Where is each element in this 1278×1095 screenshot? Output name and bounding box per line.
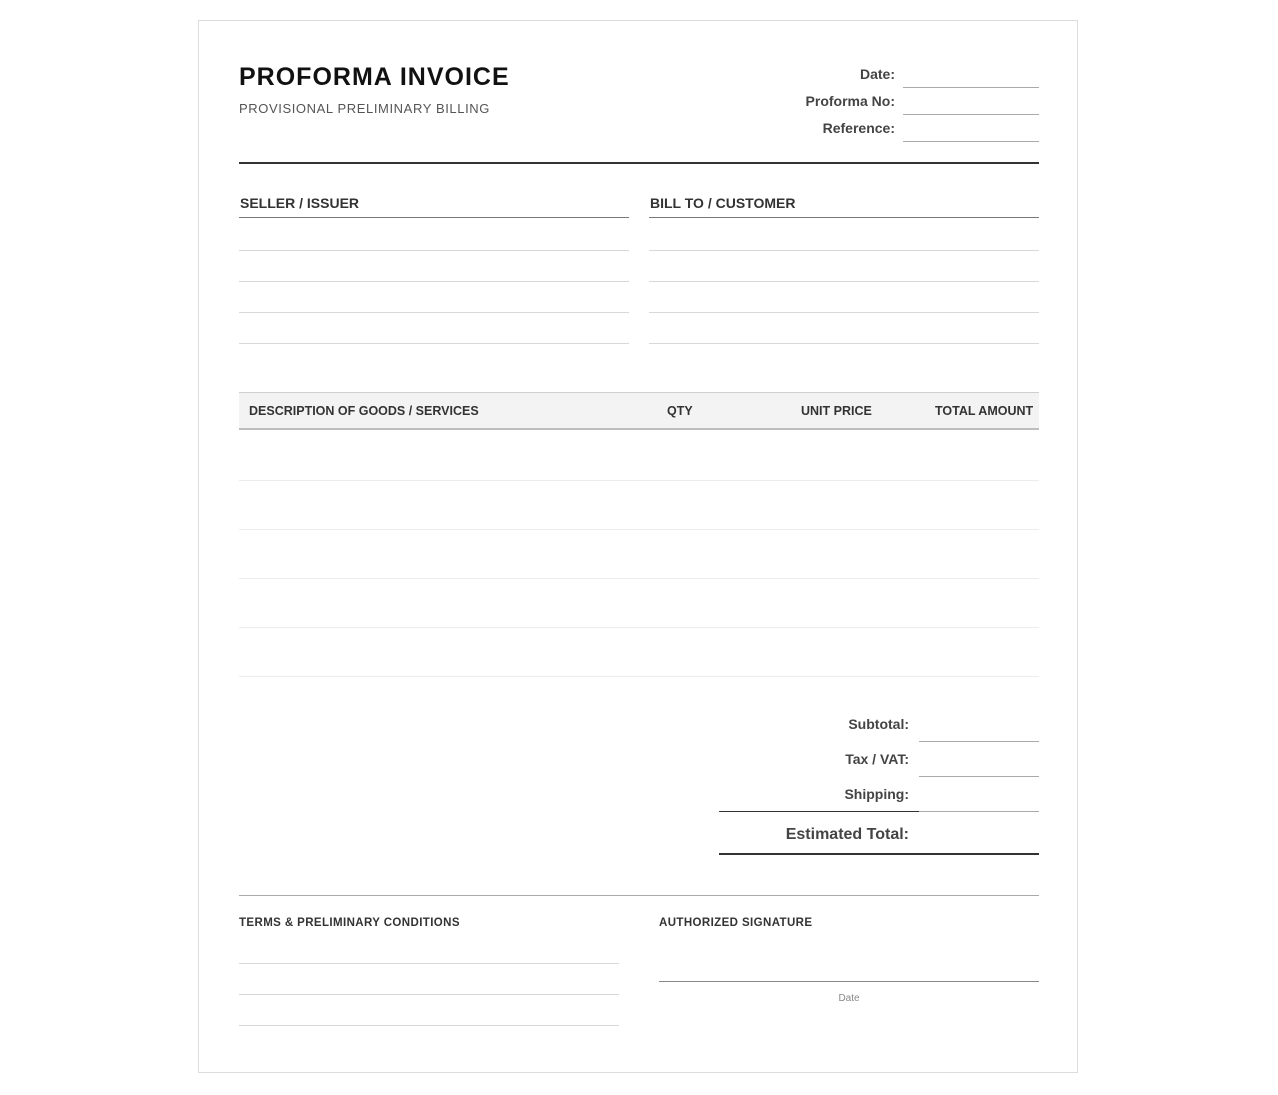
proforma-no-field[interactable] (903, 114, 1039, 115)
date-field[interactable] (903, 87, 1039, 88)
shipping-field[interactable] (919, 811, 1039, 812)
customer-heading: BILL TO / CUSTOMER (650, 195, 796, 211)
shipping-label: Shipping: (844, 786, 909, 802)
terms-heading: TERMS & PRELIMINARY CONDITIONS (239, 917, 460, 929)
terms-line-1[interactable] (239, 963, 619, 964)
totals-divider (719, 811, 919, 812)
table-row[interactable] (239, 480, 1039, 481)
subtotal-field[interactable] (919, 741, 1039, 742)
table-row[interactable] (239, 578, 1039, 579)
column-header-description: DESCRIPTION OF GOODS / SERVICES (249, 404, 479, 418)
tax-label: Tax / VAT: (845, 751, 909, 767)
seller-line-4[interactable] (239, 343, 629, 344)
tax-field[interactable] (919, 776, 1039, 777)
seller-line-3[interactable] (239, 312, 629, 313)
customer-line-1[interactable] (649, 250, 1039, 251)
header-divider (239, 162, 1039, 164)
customer-line-4[interactable] (649, 343, 1039, 344)
signature-heading: AUTHORIZED SIGNATURE (659, 917, 813, 929)
column-header-total-amount: TOTAL AMOUNT (935, 404, 1034, 418)
proforma-no-label: Proforma No: (805, 93, 895, 109)
customer-heading-rule (649, 217, 1039, 218)
table-row[interactable] (239, 627, 1039, 628)
terms-line-2[interactable] (239, 994, 619, 995)
seller-heading-rule (239, 217, 629, 218)
seller-line-2[interactable] (239, 281, 629, 282)
reference-field[interactable] (903, 141, 1039, 142)
reference-label: Reference: (822, 120, 895, 136)
footer-divider (239, 895, 1039, 896)
invoice-page (198, 20, 1078, 1073)
items-table-header (239, 392, 1039, 430)
customer-line-2[interactable] (649, 281, 1039, 282)
estimated-total-rule (719, 853, 1039, 855)
seller-heading: SELLER / ISSUER (240, 195, 360, 211)
seller-line-1[interactable] (239, 250, 629, 251)
subtotal-label: Subtotal: (848, 716, 909, 732)
terms-line-3[interactable] (239, 1025, 619, 1026)
column-header-unit-price: UNIT PRICE (801, 404, 872, 418)
estimated-total-label: Estimated Total: (785, 826, 909, 843)
signature-date-caption: Date (838, 993, 860, 1004)
table-row[interactable] (239, 676, 1039, 677)
date-label: Date: (859, 66, 895, 82)
customer-line-3[interactable] (649, 312, 1039, 313)
page-title: PROFORMA INVOICE (239, 63, 510, 91)
signature-field[interactable] (659, 981, 1039, 982)
column-header-qty: QTY (667, 404, 693, 418)
table-row[interactable] (239, 529, 1039, 530)
page-subtitle: PROVISIONAL PRELIMINARY BILLING (239, 101, 490, 116)
